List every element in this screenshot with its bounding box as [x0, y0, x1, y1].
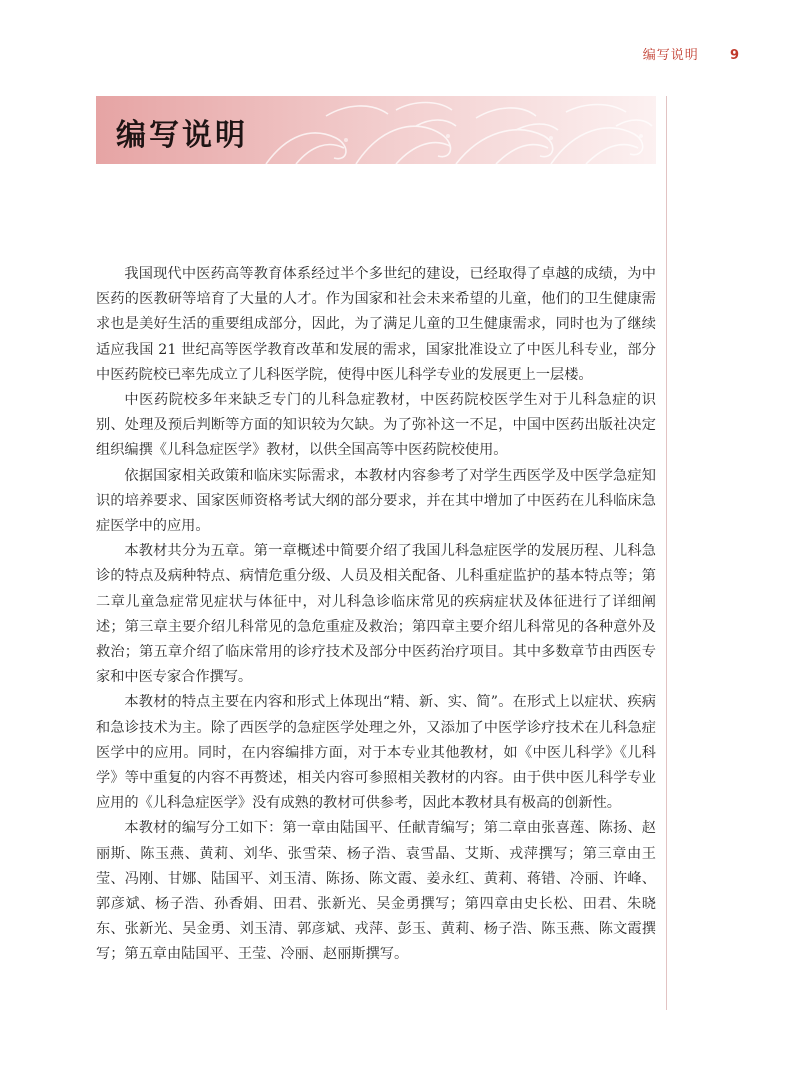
paragraph: 中医药院校多年来缺乏专门的儿科急症教材，中医药院校医学生对于儿科急症的识别、处理及预后判断等方面的知识较为欠缺。为了弥补这一不足，中国中医药出版社决定组织编撰《儿科急症医学》教材，以供全国高等中医药院校使用。 [96, 392, 656, 459]
paragraph: 本教材的编写分工如下：第一章由陆国平、任献青编写；第二章由张喜莲、陈扬、赵丽斯、陈玉燕、黄莉、刘华、张雪荣、杨子浩、袁雪晶、艾斯、戎萍撰写；第三章由王莹、冯刚、甘娜、陆国平、刘玉清、陈扬、陈文霞、姜永红、黄莉、蒋错、冷丽、许峰、郭彦斌、杨子浩、孙香娟、田君、张新光、吴金勇撰写；第四章由史长松、田君、朱晓东、张新光、吴金勇、刘玉清、郭彦斌、戎萍、彭玉、黄莉、杨子浩、陈玉燕、陈文霞撰写；第五章由陆国平、王莹、冷丽、赵丽斯撰写。 [96, 820, 656, 963]
chapter-banner [96, 96, 656, 164]
paragraph: 我国现代中医药高等教育体系经过半个多世纪的建设，已经取得了卓越的成绩，为中医药的医教研等培育了大量的人才。作为国家和社会未来希望的儿童，他们的卫生健康需求也是美好生活的重要组成部分，因此，为了满足儿童的卫生健康需求，同时也为了继续适应我国 21 世纪高等医学教育改革和发展的需求，国家批准设立了中医儿科专业，部分中医药院校已率先成立了儿科医学院，使得中医儿科学专业的发展更上一层楼。 [96, 266, 656, 383]
page-number: 9 [729, 48, 740, 63]
paragraph: 本教材共分为五章。第一章概述中简要介绍了我国儿科急症医学的发展历程、儿科急诊的特点及病种特点、病情危重分级、人员及相关配备、儿科重症监护的基本特点等；第二章儿童急症常见症状与体征中，对儿科急诊临床常见的疾病症状及体征进行了详细阐述；第三章主要介绍儿科常见的急危重症及救治；第四章主要介绍儿科常见的各种意外及救治；第五章介绍了临床常用的诊疗技术及部分中医药治疗项目。其中多数章节由西医专家和中医专家合作撰写。 [96, 543, 656, 686]
page-title: 编写说明 [116, 118, 248, 153]
body-text [96, 262, 656, 968]
paragraph: 依据国家相关政策和临床实际需求，本教材内容参考了对学生西医学及中医学急症知识的培养要求、国家医师资格考试大纲的部分要求，并在其中增加了中医药在儿科临床急症医学中的应用。 [96, 467, 656, 535]
paragraph: 本教材的特点主要在内容和形式上体现出“精、新、实、简”。在形式上以症状、疾病和急诊技术为主。除了西医学的急症医学处理之外，又添加了中医学诊疗技术在儿科急症医学中的应用。同时，在内容编排方面，对于本专业其他教材，如《中医儿科学》《儿科学》等中重复的内容不再赘述，相关内容可参照相关教材的内容。由于供中医儿科学专业应用的《儿科急症医学》没有成熟的教材可供参考，因此本教材具有极高的创新性。 [96, 694, 656, 812]
running-head-title: 编写说明 [642, 48, 699, 63]
margin-rule [666, 96, 667, 1010]
running-head [643, 44, 740, 63]
